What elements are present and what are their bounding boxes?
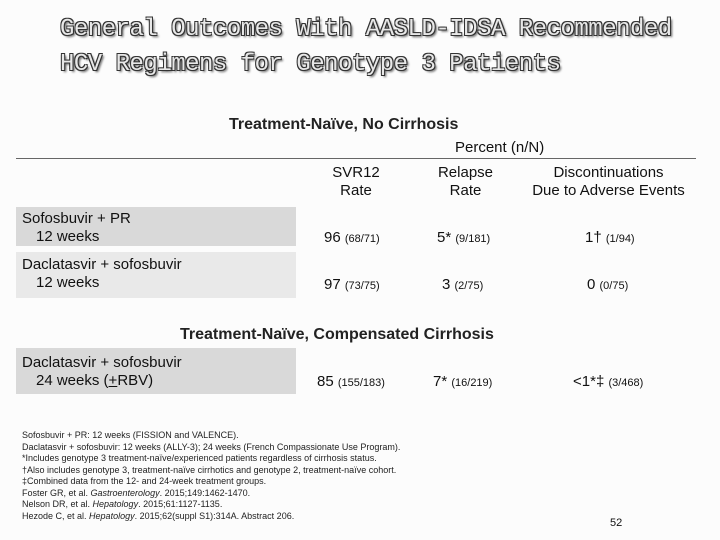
footnote: Daclatasvir + sofosbuvir: 12 weeks (ALLY-3); 24 weeks (French Compassionate Use Program). [22, 441, 401, 452]
col-header-relapse: Relapse Rate [437, 164, 494, 199]
relapse-cell: 7* (16/219) [433, 373, 493, 390]
slide-title-line2: HCV Regimens for Genotype 3 Patients [60, 51, 561, 78]
slide-title [60, 12, 710, 82]
reference: Nelson DR, et al. Hepatology. 2015;61:1127-1135. [22, 499, 223, 509]
disc-cell: 1† (1/94) [585, 229, 635, 246]
reference: Hezode C, et al. Hepatology. 2015;62(suppl S1):314A. Abstract 206. [22, 510, 295, 521]
footnotes [22, 430, 400, 522]
footnote: †Also includes genotype 3, treatment-naïve cirrhotics and genotype 2, treatment-naïve cohort. [22, 464, 397, 475]
relapse-cell: 3 (2/75) [442, 276, 484, 293]
footnote: Sofosbuvir + PR: 12 weeks (FISSION and VALENCE). [22, 430, 239, 440]
disc-cell: <1*‡ (3/468) [573, 373, 644, 390]
section-heading-compensated-cirrhosis: Treatment-Naïve, Compensated Cirrhosis [180, 326, 494, 343]
footnote: *Includes genotype 3 treatment-naïve/experienced patients regardless of cirrhosis status. [22, 453, 377, 463]
row-label-daclatasvir-12wk: Daclatasvir + sofosbuvir 12 weeks [22, 256, 182, 291]
section-heading-no-cirrhosis: Treatment-Naïve, No Cirrhosis [229, 116, 459, 133]
row-label-sofosbuvir-pr: Sofosbuvir + PR 12 weeks [22, 210, 131, 245]
page-number: 52 [610, 517, 623, 529]
col-header-svr12: SVR12 Rate [332, 164, 380, 199]
slide-title-line1: General Outcomes With AASLD-IDSA Recommended [60, 16, 672, 43]
svr-cell: 85 (155/183) [317, 373, 385, 390]
footnote: ‡Combined data from the 12- and 24-week treatment groups. [22, 476, 267, 486]
reference: Foster GR, et al. Gastroenterology. 2015;149:1462-1470. [22, 487, 251, 498]
svr-cell: 97 (73/75) [324, 276, 380, 293]
table-top-rule [16, 158, 696, 159]
relapse-cell: 5* (9/181) [437, 229, 491, 246]
disc-cell: 0 (0/75) [587, 276, 629, 293]
percent-label: Percent (n/N) [455, 139, 545, 156]
row-label-daclatasvir-24wk: Daclatasvir + sofosbuvir 24 weeks (+RBV) [22, 354, 182, 389]
svr-cell: 96 (68/71) [324, 229, 380, 246]
col-header-discontinuations: Discontinuations Due to Adverse Events [532, 164, 685, 199]
